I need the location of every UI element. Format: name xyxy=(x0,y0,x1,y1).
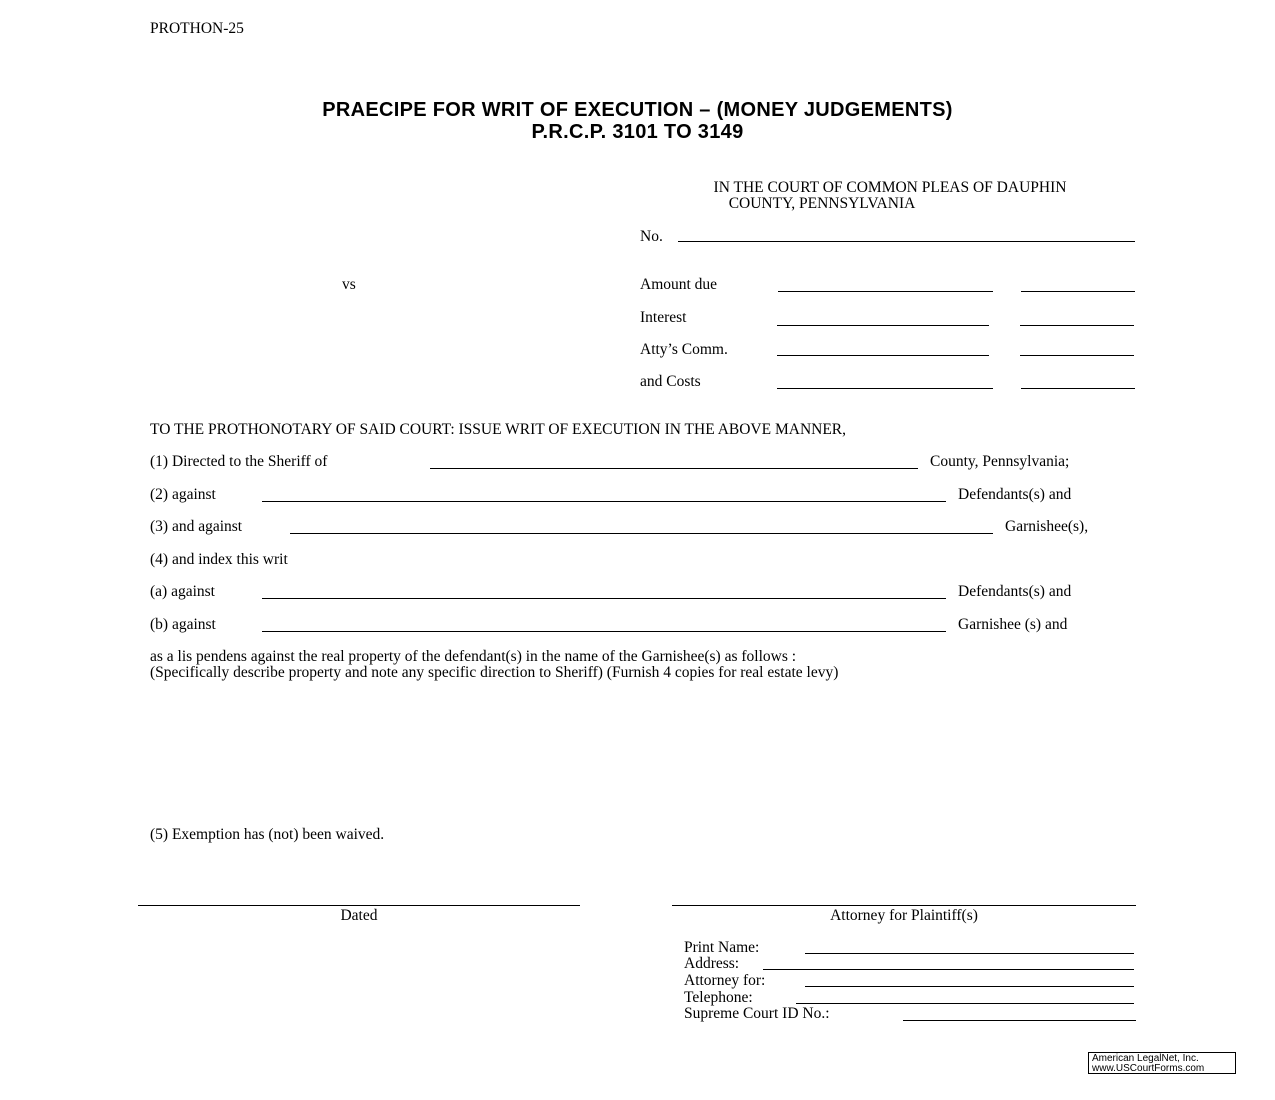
item1-suffix: County, Pennsylvania; xyxy=(930,453,1070,470)
property-description-note: (Specifically describe property and note any specific direction to Sheriff) (Furnish 4 copies for real estate levy) xyxy=(150,664,839,681)
supreme-court-id-field[interactable] xyxy=(903,1020,1136,1021)
form-subtitle: P.R.C.P. 3101 TO 3149 xyxy=(531,121,744,143)
amount-due-field[interactable] xyxy=(778,291,993,292)
attorney-for-field[interactable] xyxy=(805,986,1134,987)
and-costs-field[interactable] xyxy=(777,388,993,389)
item4a-suffix: Defendants(s) and xyxy=(958,583,1072,600)
sheriff-county-field[interactable] xyxy=(430,468,918,469)
form-id: PROTHON-25 xyxy=(150,20,244,37)
print-name-label: Print Name: xyxy=(684,939,760,956)
index-defendants-field[interactable] xyxy=(262,598,946,599)
address-label: Address: xyxy=(684,955,740,972)
item4-label: (4) and index this writ xyxy=(150,551,288,568)
versus-label: vs xyxy=(342,276,356,293)
case-number-label: No. xyxy=(640,228,663,245)
and-costs-total-field[interactable] xyxy=(1021,388,1135,389)
item4a-label: (a) against xyxy=(150,583,215,600)
publisher-stamp xyxy=(1088,1052,1236,1074)
and-costs-label: and Costs xyxy=(640,373,701,390)
attys-comm-total-field[interactable] xyxy=(1020,355,1134,356)
instruction-text: TO THE PROTHONOTARY OF SAID COURT: ISSUE WRIT OF EXECUTION IN THE ABOVE MANNER, xyxy=(150,421,847,438)
attorney-signature-field[interactable] xyxy=(672,905,1136,906)
lis-pendens-text: as a lis pendens against the real property of the defendant(s) in the name of the Garnishee(s) as follows : xyxy=(150,648,797,665)
telephone-label: Telephone: xyxy=(684,989,753,1006)
dated-signature-field[interactable] xyxy=(138,905,580,906)
attys-comm-label: Atty’s Comm. xyxy=(640,341,728,358)
index-garnishees-field[interactable] xyxy=(262,631,946,632)
publisher-website: www.USCourtForms.com xyxy=(1092,1063,1205,1074)
address-field[interactable] xyxy=(763,969,1134,970)
item2-suffix: Defendants(s) and xyxy=(958,486,1072,503)
publisher-name: American LegalNet, Inc. xyxy=(1092,1053,1199,1064)
item1-label: (1) Directed to the Sheriff of xyxy=(150,453,328,470)
item4b-label: (b) against xyxy=(150,616,216,633)
form-title: PRAECIPE FOR WRIT OF EXECUTION – (MONEY JUDGEMENTS) xyxy=(322,99,953,121)
defendants-field[interactable] xyxy=(262,501,946,502)
interest-field[interactable] xyxy=(777,325,989,326)
case-number-field[interactable] xyxy=(678,241,1135,242)
item2-label: (2) against xyxy=(150,486,216,503)
exemption-text: (5) Exemption has (not) been waived. xyxy=(150,826,385,843)
interest-total-field[interactable] xyxy=(1020,325,1134,326)
attys-comm-field[interactable] xyxy=(777,355,989,356)
amount-due-label: Amount due xyxy=(640,276,718,293)
print-name-field[interactable] xyxy=(805,953,1134,954)
court-name-line2: COUNTY, PENNSYLVANIA xyxy=(728,195,916,212)
garnishees-field[interactable] xyxy=(290,533,993,534)
supreme-court-id-label: Supreme Court ID No.: xyxy=(684,1005,830,1022)
item3-label: (3) and against xyxy=(150,518,243,535)
attorney-signature-label: Attorney for Plaintiff(s) xyxy=(830,907,978,924)
item4b-suffix: Garnishee (s) and xyxy=(958,616,1068,633)
telephone-field[interactable] xyxy=(796,1003,1134,1004)
amount-due-total-field[interactable] xyxy=(1021,291,1135,292)
court-name-line1: IN THE COURT OF COMMON PLEAS OF DAUPHIN xyxy=(713,179,1067,196)
dated-label: Dated xyxy=(340,907,378,924)
interest-label: Interest xyxy=(640,309,687,326)
item3-suffix: Garnishee(s), xyxy=(1005,518,1089,535)
attorney-for-label: Attorney for: xyxy=(684,972,766,989)
